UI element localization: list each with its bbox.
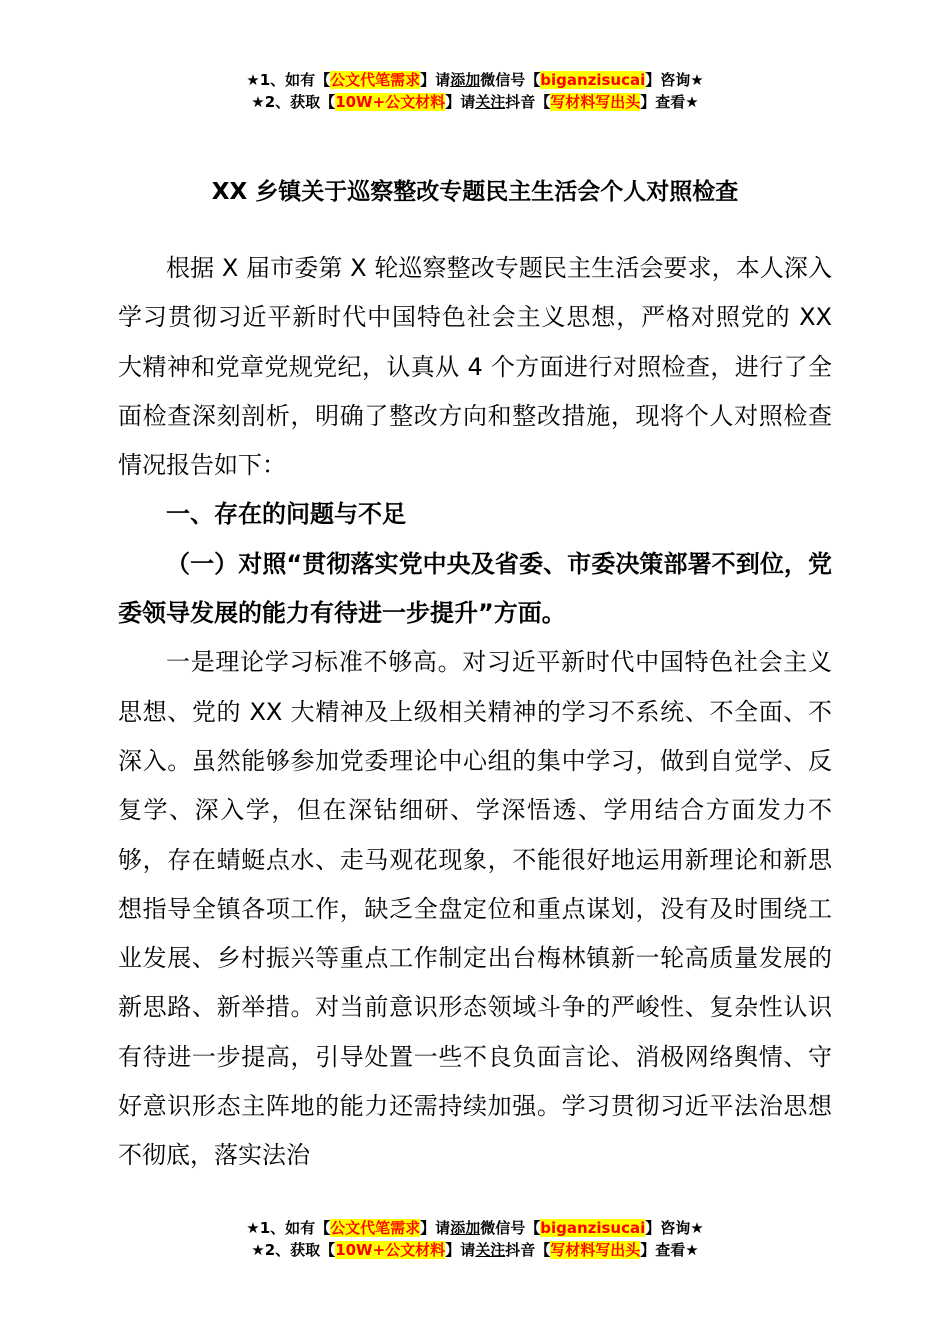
banner-highlight-materials: 10W+公文材料 (335, 1241, 446, 1259)
banner-highlight-materials: 10W+公文材料 (335, 93, 446, 111)
document-title: XX 乡镇关于巡察整改专题民主生活会个人对照检查 (211, 179, 739, 205)
banner-line-2: ★2、获取【10W+公文材料】请关注抖音【写材料写出头】查看★ (251, 1241, 699, 1259)
banner-highlight-douyin: 写材料写出头 (550, 1241, 641, 1259)
footer-banner (0, 1217, 950, 1261)
header-banner (0, 69, 950, 113)
banner-line-1: ★1、如有【公文代笔需求】请添加微信号【biganzisucai】咨询★ (246, 71, 704, 89)
subsection-heading: （一）对照“贯彻落实党中央及省委、市委决策部署不到位，党委领导发展的能力有待进一步提升”方面。 (118, 549, 832, 628)
document-body (118, 244, 832, 1181)
banner-highlight-wechat: biganzisucai (540, 1219, 646, 1237)
banner-highlight-douyin: 写材料写出头 (550, 93, 641, 111)
banner-line-1: ★1、如有【公文代笔需求】请添加微信号【biganzisucai】咨询★ (246, 1219, 704, 1237)
banner-highlight-service: 公文代笔需求 (330, 71, 421, 89)
banner-highlight-wechat: biganzisucai (540, 71, 646, 89)
banner-line-2: ★2、获取【10W+公文材料】请关注抖音【写材料写出头】查看★ (251, 93, 699, 111)
section-heading: 一、存在的问题与不足 (166, 500, 406, 529)
body-paragraph: 一是理论学习标准不够高。对习近平新时代中国特色社会主义思想、党的 XX 大精神及上级相关精神的学习不系统、不全面、不深入。虽然能够参加党委理论中心组的集中学习，做到自觉学、反复学、深入学，但在深钻细研、学深悟透、学用结合方面发力不够，存在蜻蜓点水、走马观花现象，不能很好地运用新理论和新思想指导全镇各项工作，缺乏全盘定位和重点谋划，没有及时围绕工业发展、乡村振兴等重点工作制定出台梅林镇新一轮高质量发展的新思路、新举措。对当前意识形态领域斗争的严峻性、复杂性认识有待进一步提高，引导处置一些不良负面言论、消极网络舆情、守好意识形态主阵地的能力还需持续加强。学习贯彻习近平法治思想不彻底，落实法治 (118, 648, 832, 1170)
banner-highlight-service: 公文代笔需求 (330, 1219, 421, 1237)
intro-paragraph: 根据 X 届市委第 X 轮巡察整改专题民主生活会要求，本人深入学习贯彻习近平新时代中国特色社会主义思想，严格对照党的 XX 大精神和党章党规党纪，认真从 4 个方面进行对照检查，进行了全面检查深刻剖析，明确了整改方向和整改措施，现将个人对照检查情况报告如下： (118, 254, 832, 480)
